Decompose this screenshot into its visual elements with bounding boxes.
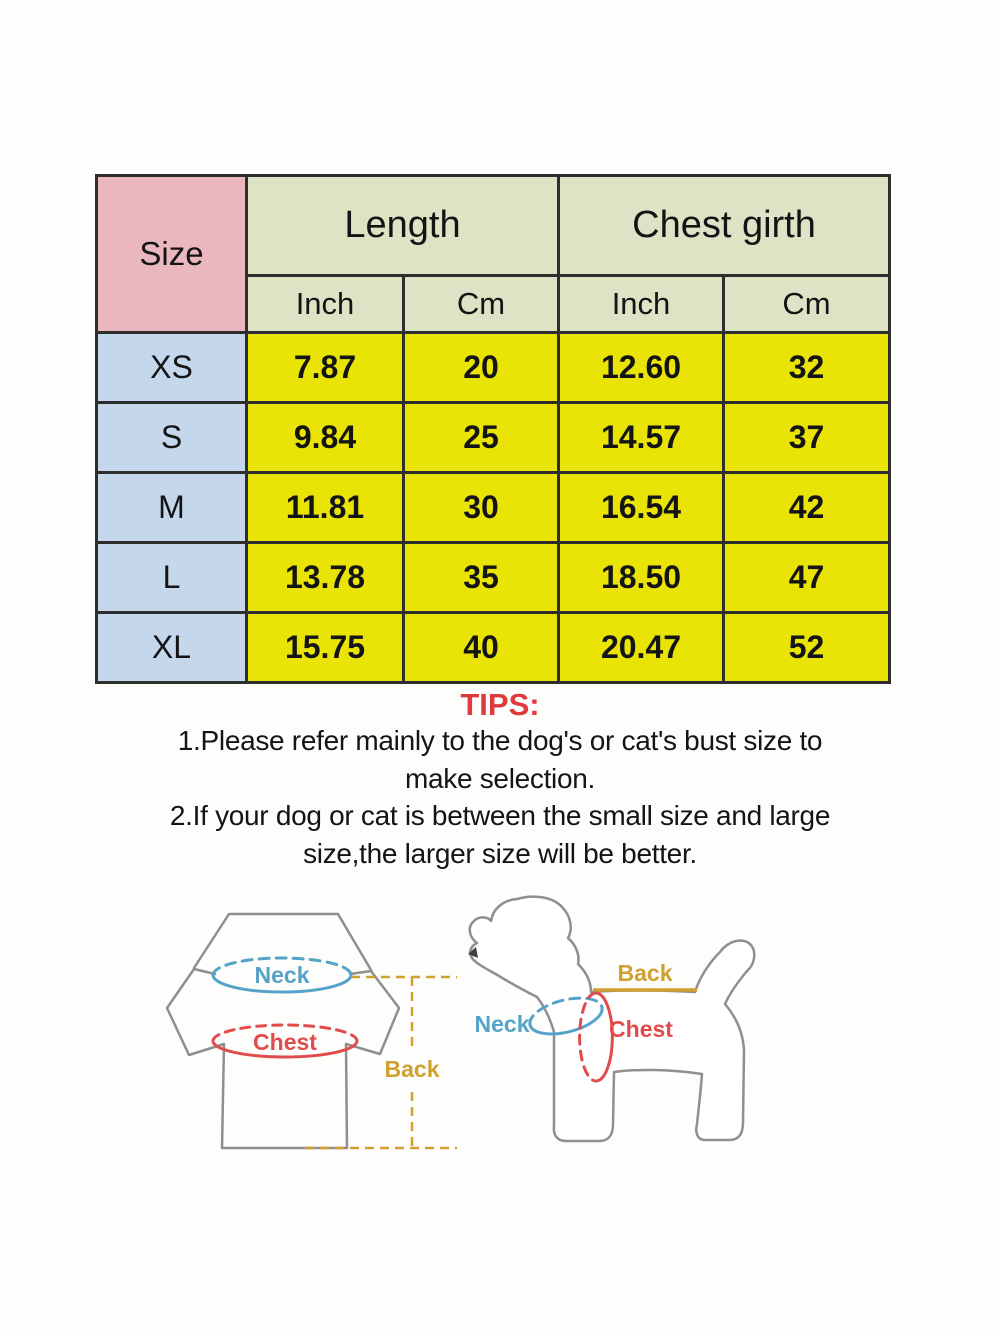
dog-diagram (468, 897, 754, 1141)
table-row-xs (97, 333, 890, 403)
chest-girth-header-cell: Chest girth (559, 176, 890, 276)
dog-back-label: Back (617, 960, 673, 986)
size-label: S (97, 403, 247, 473)
table-header-row (97, 176, 890, 276)
dog-chest-label: Chest (609, 1016, 673, 1042)
size-label: M (97, 473, 247, 543)
table-row-s (97, 403, 890, 473)
tip-line-2: 2.If your dog or cat is between the small size and large (169, 800, 831, 831)
dog-neck-label: Neck (474, 1011, 530, 1037)
shirt-chest-label: Chest (253, 1029, 317, 1055)
value-cell: 15.75 (247, 613, 404, 683)
shirt-back-label: Back (384, 1056, 440, 1082)
value-cell: 47 (724, 543, 890, 613)
length-inch-header: Inch (247, 276, 404, 333)
tip-line-1: 1.Please refer mainly to the dog's or cat's bust size to (177, 725, 823, 756)
value-cell: 20.47 (559, 613, 724, 683)
size-label: L (97, 543, 247, 613)
size-chart-table (95, 174, 891, 684)
length-header-cell: Length (247, 176, 559, 276)
tips-section (0, 688, 1000, 872)
shirt-neck-label: Neck (254, 962, 310, 988)
value-cell: 11.81 (247, 473, 404, 543)
value-cell: 14.57 (559, 403, 724, 473)
value-cell: 16.54 (559, 473, 724, 543)
value-cell: 12.60 (559, 333, 724, 403)
chest-cm-header: Cm (724, 276, 890, 333)
table-row-xl (97, 613, 890, 683)
shirt-diagram (167, 914, 457, 1148)
value-cell: 13.78 (247, 543, 404, 613)
table-row-l (97, 543, 890, 613)
size-header-cell: Size (97, 176, 247, 333)
value-cell: 20 (404, 333, 559, 403)
value-cell: 9.84 (247, 403, 404, 473)
value-cell: 32 (724, 333, 890, 403)
size-label: XS (97, 333, 247, 403)
measurement-diagrams (100, 880, 900, 1210)
tips-heading: TIPS: (460, 687, 540, 722)
tip-line-2b: size,the larger size will be better. (303, 837, 697, 869)
shirt-body-outline (167, 969, 399, 1148)
value-cell: 18.50 (559, 543, 724, 613)
value-cell: 42 (724, 473, 890, 543)
length-cm-header: Cm (404, 276, 559, 333)
value-cell: 35 (404, 543, 559, 613)
table-row-m (97, 473, 890, 543)
value-cell: 25 (404, 403, 559, 473)
value-cell: 30 (404, 473, 559, 543)
value-cell: 37 (724, 403, 890, 473)
chest-inch-header: Inch (559, 276, 724, 333)
size-label: XL (97, 613, 247, 683)
value-cell: 52 (724, 613, 890, 683)
value-cell: 7.87 (247, 333, 404, 403)
value-cell: 40 (404, 613, 559, 683)
tip-line-1b: make selection. (404, 762, 596, 794)
